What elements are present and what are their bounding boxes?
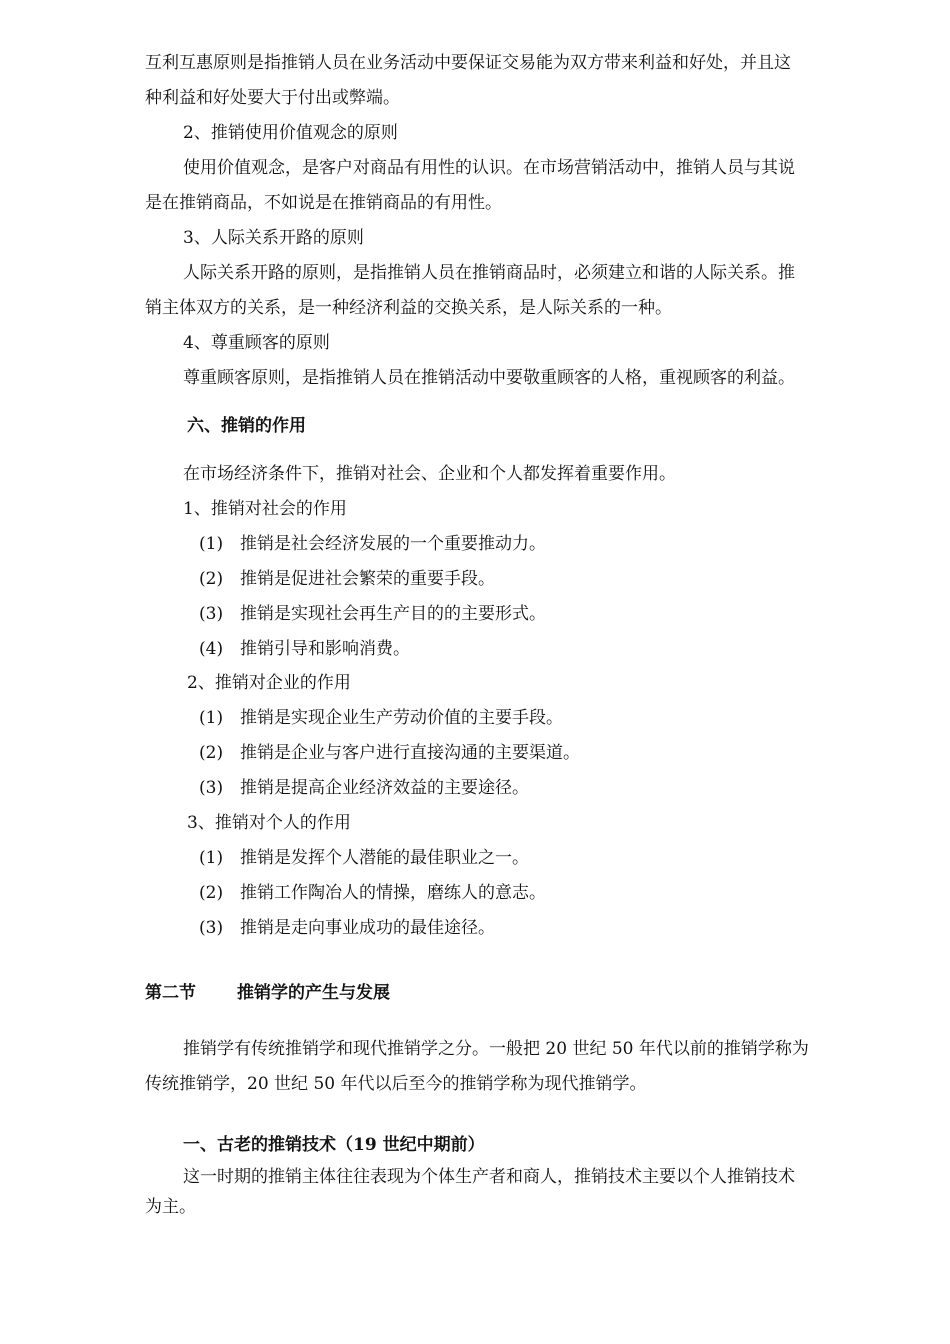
paragraph-line: 使用价值观念，是客户对商品有用性的认识。在市场营销活动中，推销人员与其说: [183, 158, 795, 178]
list-item-text: 推销是促进社会繁荣的重要手段。: [240, 569, 495, 589]
list-item-text: 推销引导和影响消费。: [240, 639, 410, 659]
list-item: [199, 776, 529, 800]
paragraph-line: 销主体双方的关系，是一种经济利益的交换关系，是人际关系的一种。: [145, 298, 672, 318]
list-item: [199, 532, 546, 556]
list-item-number: (3): [199, 918, 224, 938]
list-item-text: 推销是社会经济发展的一个重要推动力。: [240, 534, 546, 554]
list-item: [199, 706, 563, 730]
list-item-number: (2): [199, 743, 224, 763]
section-heading: 一、古老的推销技术（19 世纪中期前）: [183, 1135, 485, 1155]
list-item: [199, 637, 410, 661]
list-item-number: (1): [199, 708, 224, 728]
list-item-text: 推销是走向事业成功的最佳途径。: [240, 918, 495, 938]
list-item: [199, 916, 495, 940]
list-item-text: 推销是实现企业生产劳动价值的主要手段。: [240, 708, 563, 728]
list-item-number: (4): [199, 639, 224, 659]
paragraph-line: 为主。: [145, 1197, 196, 1217]
list-item-number: (2): [199, 569, 224, 589]
list-item-number: (2): [199, 883, 224, 903]
paragraph-line: 这一时期的推销主体往往表现为个体生产者和商人，推销技术主要以个人推销技术: [183, 1167, 795, 1187]
list-item-number: (3): [199, 778, 224, 798]
section-number: 第二节: [145, 983, 196, 1003]
list-item: [199, 602, 546, 626]
list-item-text: 推销是企业与客户进行直接沟通的主要渠道。: [240, 743, 580, 763]
paragraph-line: 在市场经济条件下，推销对社会、企业和个人都发挥着重要作用。: [183, 464, 676, 484]
paragraph-line: 互利互惠原则是指推销人员在业务活动中要保证交易能为双方带来利益和好处，并且这: [145, 53, 791, 73]
subheading: 3、推销对个人的作用: [187, 813, 351, 833]
subheading: 1、推销对社会的作用: [183, 499, 347, 519]
subheading: 2、推销对企业的作用: [187, 673, 351, 693]
list-item-text: 推销是发挥个人潜能的最佳职业之一。: [240, 848, 529, 868]
list-item-text: 推销工作陶冶人的情操，磨练人的意志。: [240, 883, 546, 903]
list-item: [199, 846, 529, 870]
paragraph-line: 种利益和好处要大于付出或弊端。: [145, 88, 400, 108]
chapter-section-heading: [145, 981, 390, 1005]
paragraph-line: 人际关系开路的原则，是指推销人员在推销商品时，必须建立和谐的人际关系。推: [183, 263, 795, 283]
list-item-text: 推销是提高企业经济效益的主要途径。: [240, 778, 529, 798]
list-item: [199, 567, 495, 591]
subheading: 4、尊重顾客的原则: [183, 333, 330, 353]
list-item-number: (1): [199, 534, 224, 554]
section-title: 推销学的产生与发展: [237, 983, 390, 1003]
paragraph-line: 传统推销学，20 世纪 50 年代以后至今的推销学称为现代推销学。: [145, 1074, 647, 1094]
list-item: [199, 741, 580, 765]
subheading: 3、人际关系开路的原则: [183, 228, 364, 248]
section-heading: 六、推销的作用: [187, 416, 306, 436]
list-item-text: 推销是实现社会再生产目的的主要形式。: [240, 604, 546, 624]
paragraph-line: 推销学有传统推销学和现代推销学之分。一般把 20 世纪 50 年代以前的推销学称为: [183, 1039, 809, 1059]
list-item-number: (3): [199, 604, 224, 624]
list-item: [199, 881, 546, 905]
subheading: 2、推销使用价值观念的原则: [183, 123, 398, 143]
list-item-number: (1): [199, 848, 224, 868]
paragraph-line: 尊重顾客原则，是指推销人员在推销活动中要敬重顾客的人格，重视顾客的利益。: [183, 368, 795, 388]
paragraph-line: 是在推销商品，不如说是在推销商品的有用性。: [145, 193, 502, 213]
